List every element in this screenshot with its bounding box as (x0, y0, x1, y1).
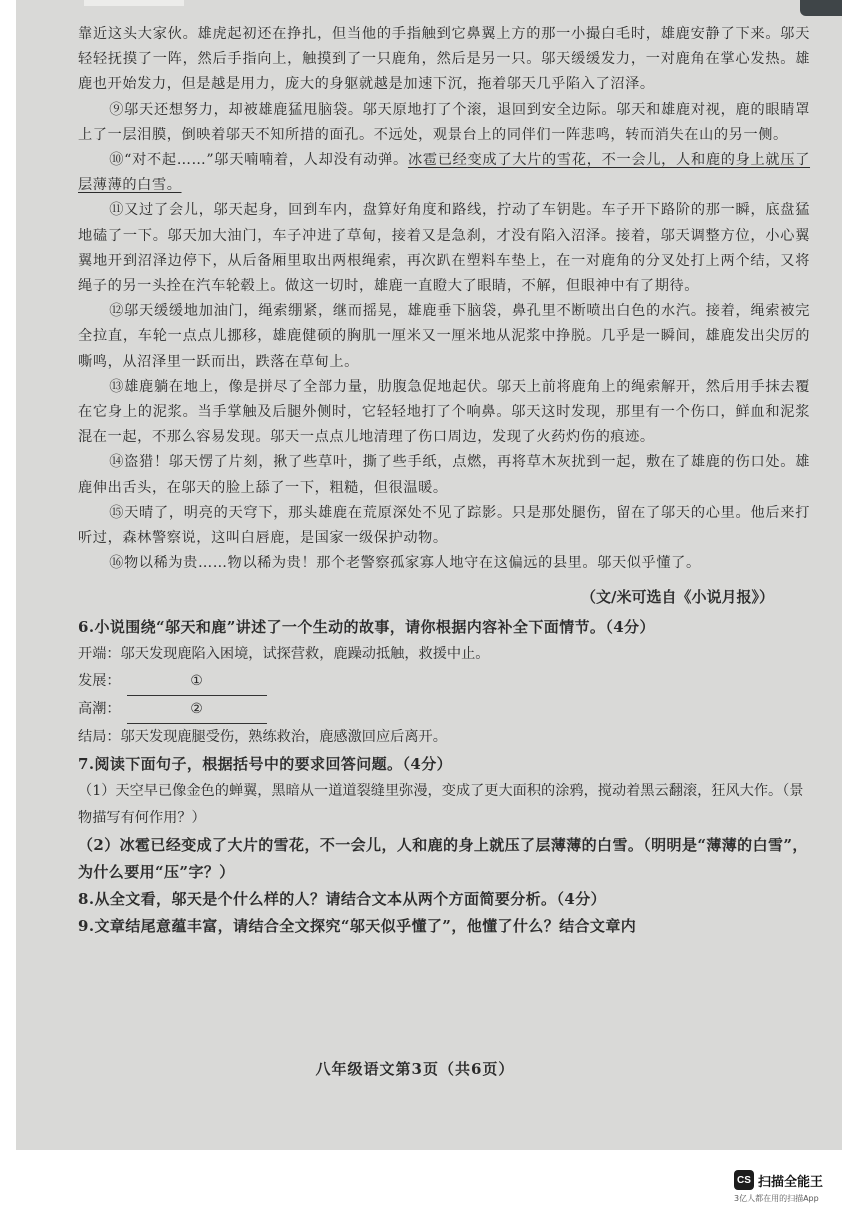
page-corner-shadow (800, 0, 842, 16)
development-blank: ① (127, 668, 267, 696)
page-number: 八年级语文第3页（共6页） (315, 1060, 515, 1078)
page-content (78, 22, 810, 940)
question-9: 9.文章结尾意蕴丰富，请结合全文探究“邬天似乎懂了”，他懂了什么？结合文章内 (78, 917, 637, 936)
watermark-name: 扫描全能王 (758, 1175, 824, 1190)
story-paragraph-8: 靠近这头大家伙。雄虎起初还在挣扎，但当他的手指触到它鼻翼上方的那一小撮白毛时，雄鹿安静了下来。邬天轻轻抚摸了一阵，然后手指向上，触摸到了一只鹿角，然后是另一只。邬天缓缓发力，一对鹿角在掌心发热。雄鹿也开始发力，但是越是用力，庞大的身躯就越是加速下沉，拖着邬天几乎陷入了沼泽。 (78, 26, 810, 93)
watermark-tagline: 3亿人都在用的扫描App (734, 1194, 819, 1203)
story-source: （文/米可选自《小说月报》） (581, 588, 774, 607)
climax-blank: ② (127, 696, 267, 724)
question-7-part-2: （2）冰雹已经变成了大片的雪花，不一会儿，人和鹿的身上就压了层薄薄的白雪。（明明是“薄薄的白雪”，为什么要用“压”字？） (78, 836, 808, 882)
development-label: 发展： (78, 673, 121, 690)
question-7: 7.阅读下面句子，根据括号中的要求回答问题。（4分） (78, 755, 452, 774)
underlined-sentence: 冰雹已经变成了大片的雪花，不一会儿，人和鹿的身上就压了层薄薄的白雪。 (78, 152, 811, 194)
story-paragraph-13: ⑬雄鹿躺在地上，像是拼尽了全部力量，肋腹急促地起伏。邬天上前将鹿角上的绳索解开，然后用手抹去覆在它身上的泥浆。当手掌触及后腿外侧时，它轻轻地打了个响鼻。邬天这时发现，那里有一个伤口，鲜血和泥浆混在一起，不那么容易发现。邬天一点点儿地清理了伤口周边，发现了火药灼伤的痕迹。 (78, 378, 810, 446)
story-paragraph-9: ⑨邬天还想努力，却被雄鹿猛甩脑袋。邬天原地打了个滚，退回到安全边际。邬天和雄鹿对视，鹿的眼睛罩上了一层泪膜，倒映着邬天不知所措的面孔。不远处，观景台上的同伴们一阵悲鸣，转而消失在山的另一侧。 (78, 101, 810, 143)
question-7-part-1: （1）天空早已像金色的蝉翼，黑暗从一道道裂缝里弥漫，变成了更大面积的涂鸦，搅动着黑云翻滚，狂风大作。（景物描写有何作用？） (78, 783, 804, 827)
question-6-climax (78, 696, 810, 724)
story-paragraph-15: ⑮天晴了，明亮的天穹下，那头雄鹿在荒原深处不见了踪影。只是那处腿伤，留在了邬天的心里。他后来打听过，森林警察说，这叫白唇鹿，是国家一级保护动物。 (78, 504, 810, 547)
question-6: 6.小说围绕“邬天和鹿”讲述了一个生动的故事，请你根据内容补全下面情节。（4分） (78, 618, 655, 637)
scanned-page (16, 0, 842, 1150)
page-edge-strip (84, 0, 184, 6)
question-6-development (78, 668, 810, 696)
paragraph-10-lead: ⑩“对不起……”邬天喃喃着，人却没有动弹。 (109, 152, 408, 169)
story-paragraph-14: ⑭盗猎！邬天愣了片刻，揪了些草叶，撕了些手纸，点燃，再将草木灰扰到一起，敷在了雄鹿的伤口处。雄鹿伸出舌头，在邬天的脸上舔了一下，粗糙，但很温暖。 (78, 454, 810, 496)
story-paragraph-12: ⑫邬天缓缓地加油门，绳索绷紧，继而摇晃，雄鹿垂下脑袋，鼻孔里不断喷出白色的水汽。接着，绳索被完全拉直，车轮一点点儿挪移，雄鹿健硕的胸肌一厘米又一厘米地从泥浆中挣脱。几乎是一瞬间，雄鹿发出尖厉的嘶鸣，从沼泽里一跃而出，跌落在草甸上。 (78, 303, 810, 370)
story-paragraph-11: ⑪又过了会儿，邬天起身，回到车内，盘算好角度和路线，拧动了车钥匙。车子开下路阶的那一瞬，底盘猛地磕了一下。邬天加大油门，车子冲进了草甸，接着又是急刹，才没有陷入沼泽。接着，邬天调整方位，小心翼翼地开到沼泽边停下，从后备厢里取出两根绳索，再次趴在塑料车垫上，在一对鹿角的分叉处打上两个结，又将绳子的另一头拴在汽车轮毂上。做这一切时，雄鹿一直瞪大了眼睛，不解，但眼神中有了期待。 (78, 202, 810, 295)
page-footer (0, 1058, 860, 1079)
question-6-ending: 结局：邬天发现鹿腿受伤，熟练救治，鹿感激回应后离开。 (78, 729, 447, 746)
question-6-start: 开端：邬天发现鹿陷入困境，试探营救，鹿躁动抵触，救援中止。 (78, 646, 490, 663)
story-paragraph-10 (78, 148, 810, 198)
camscanner-watermark (734, 1170, 836, 1206)
question-8: 8.从全文看，邬天是个什么样的人？请结合文本从两个方面简要分析。（4分） (78, 890, 606, 909)
climax-label: 高潮： (78, 701, 121, 718)
story-paragraph-16: ⑯物以稀为贵……物以稀为贵！那个老警察孤家寡人地守在这偏远的县里。邬天似乎懂了。 (109, 555, 701, 572)
camscanner-logo-icon: CS (734, 1170, 754, 1190)
